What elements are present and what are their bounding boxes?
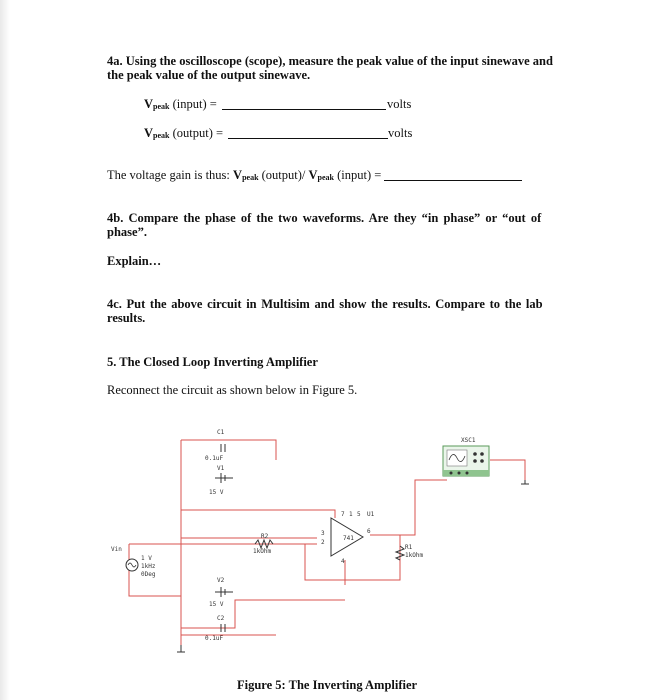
q4b-explain: Explain… [107,254,162,268]
gain-row [107,168,381,185]
gain-v1: V [233,168,243,182]
ground-symbol [177,645,185,652]
ac-source-vin [111,546,156,578]
r1-name: R1 [405,544,413,551]
wire-v1-to-opamp [181,510,335,518]
pin3: 3 [321,530,325,537]
q4a-heading-line2: the peak value of the output sinewave. [107,68,311,82]
gain-v2: V [308,168,318,182]
gain-prefix: The voltage gain is thus: [107,168,234,182]
wire-output-to-scope [370,480,447,535]
vin-freq: 1kHz [141,563,156,570]
pin6: 6 [367,528,371,535]
v1-name: V1 [217,465,225,472]
vpeak-input-unit: volts [387,97,412,111]
vin-name: Vin [111,546,122,553]
c1-name: C1 [217,429,225,436]
c1-value: 0.1uF [205,455,224,462]
wire-v2 [181,600,345,628]
pin4: 4 [341,558,345,565]
battery-v1 [209,465,233,496]
r1-value: 1kOhm [405,552,424,559]
oscilloscope-xsc1 [443,437,489,476]
vin-amp: 1 V [141,555,152,562]
input-label: (input) = [169,97,217,111]
v2-name: V2 [217,577,225,584]
vpeak-output-unit: volts [388,126,413,140]
vpeak-symbol-2: V [144,126,154,140]
pin1: 1 [349,511,353,518]
gain-sub1: peak [242,173,259,182]
vin-phase: 0Deg [141,571,156,578]
q4c-heading-line2: results. [107,311,146,325]
q4c-heading-line1: 4c. Put the above circuit in Multisim and show the results. Compare to the lab [107,297,543,311]
q4b-heading-line2: phase”. [107,225,147,239]
v2-value: 15 V [209,601,224,608]
vpeak-input-blank[interactable] [222,99,386,110]
battery-v2 [209,577,233,608]
r2-value: 1kOhm [253,548,272,555]
page-edge-shadow [0,0,10,700]
q4b-heading-line1: 4b. Compare the phase of the two waveforms. Are they “in phase” or “out of [107,211,542,225]
v1-value: 15 V [209,489,224,496]
vpeak-symbol: V [144,97,154,111]
gain-blank[interactable] [384,170,522,181]
r2-name: R2 [261,533,269,540]
c2-value: 0.1uF [205,635,224,642]
q4a-heading-line1: 4a. Using the oscilloscope (scope), measure the peak value of the input sinewave and [107,54,553,68]
wire-vin-loop [129,544,181,596]
inverting-amplifier-schematic [105,420,545,660]
vpeak-subscript-2: peak [153,131,170,140]
opamp-ref: U1 [367,511,375,518]
scope-ground-symbol [521,480,529,484]
wire-top-c1 [181,440,276,460]
section5-title: 5. The Closed Loop Inverting Amplifier [107,355,318,369]
vpeak-subscript: peak [153,102,170,111]
opamp-label: 741 [343,535,354,542]
pin7: 7 [341,511,345,518]
wire-scope-ground [490,460,525,480]
section5-instruction: Reconnect the circuit as shown below in Figure 5. [107,383,358,397]
figure-caption: Figure 5: The Inverting Amplifier [237,678,418,692]
capacitor-c1 [205,429,225,462]
gain-mid: (output)/ [258,168,309,182]
pin2: 2 [321,539,325,546]
opamp-741 [321,511,375,565]
pin5: 5 [357,511,361,518]
vpeak-output-blank[interactable] [228,128,388,139]
vpeak-output-row [144,126,223,143]
vpeak-input-row [144,97,217,114]
output-label: (output) = [169,126,224,140]
gain-sub2: peak [317,173,334,182]
scope-name: XSC1 [461,437,476,444]
gain-suffix: (input) = [334,168,382,182]
c2-name: C2 [217,615,225,622]
